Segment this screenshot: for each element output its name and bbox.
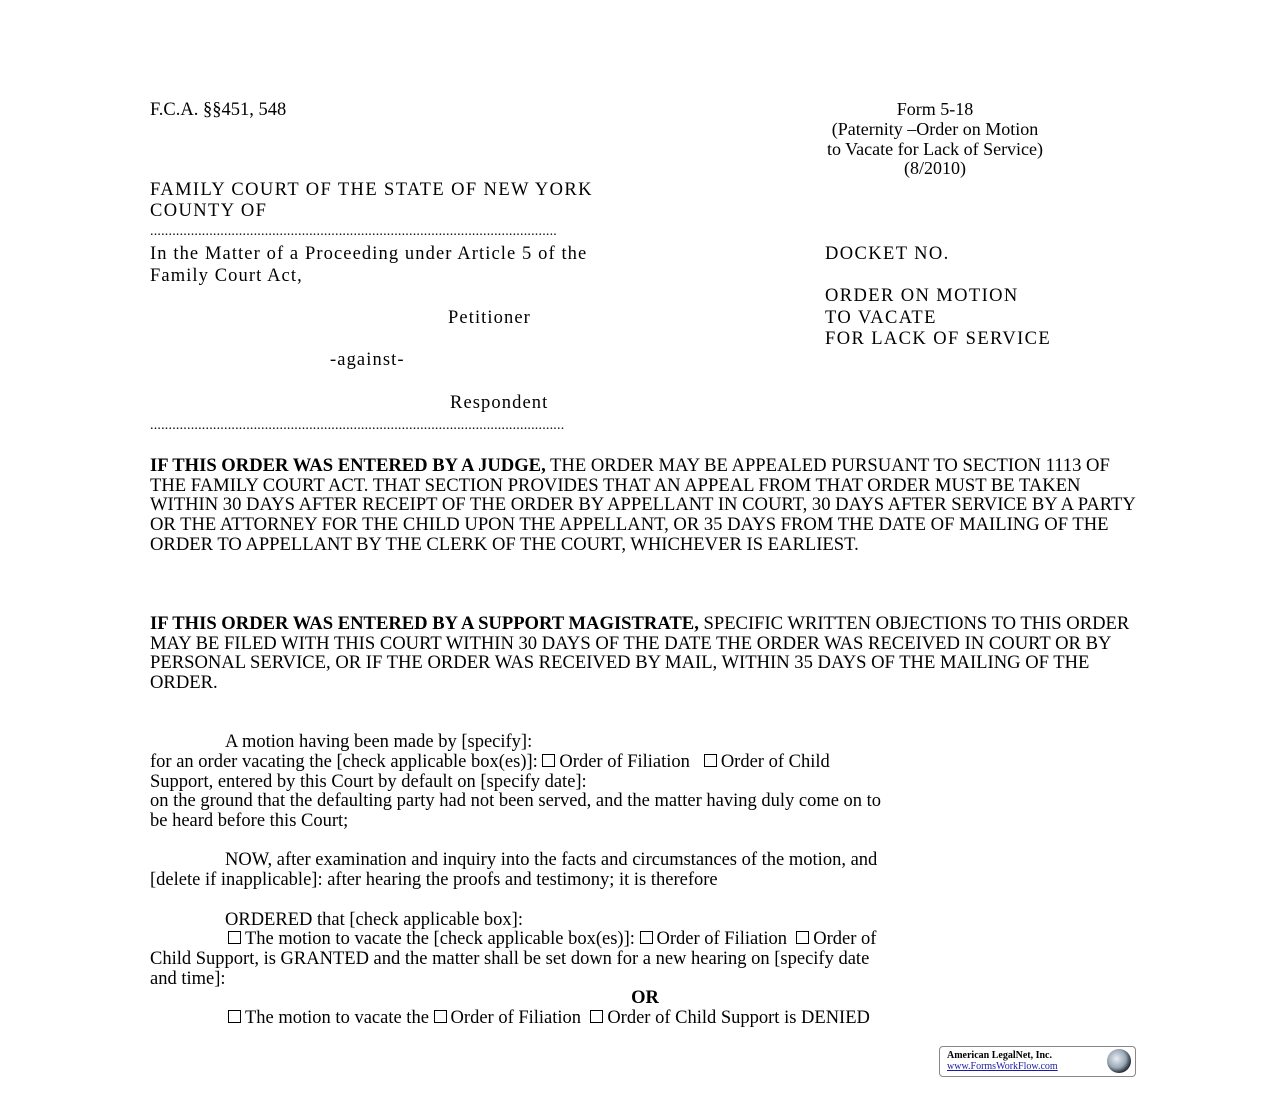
- notice-judge-text: THE ORDER MAY BE APPEALED PURSUANT TO SECTION 1113 OF THE FAMILY COURT ACT. THAT SECTION PROVIDES THAT AN APPEAL FROM THAT ORDER MUST BE TAKEN WITHIN 30 DAYS AFTER RECEIPT OF THE ORDER BY APPELLANT IN COURT, 30 DAYS AFTER SERVICE BY A PARTY OR THE ATTORNEY FOR THE CHILD UPON THE APPELLANT, OR 35 DAYS FROM THE DATE OF MAILING OF THE ORDER TO APPELLANT BY THE CLERK OF THE COURT, WHICHEVER IS EARLIEST.: [150, 455, 1136, 555]
- publisher-link[interactable]: www.FormsWorkFlow.com: [947, 1061, 1058, 1072]
- form-id-line: to Vacate for Lack of Service): [826, 138, 1044, 159]
- caption-divider-bottom: ................................................................................................................: [150, 418, 565, 433]
- denied-child-support-label: Order of Child Support is DENIED: [607, 1008, 870, 1028]
- against-label: -against-: [330, 350, 405, 370]
- publisher-badge[interactable]: [939, 1046, 1136, 1077]
- motion-line-2: [150, 752, 830, 772]
- option-label-filiation: Order of Filiation: [559, 752, 690, 772]
- form-id-line: Form 5-18: [896, 99, 974, 119]
- notice-magistrate-text: SPECIFIC WRITTEN OBJECTIONS TO THIS ORDER MAY BE FILED WITH THIS COURT WITHIN 30 DAYS OF THE DATE THE ORDER WAS RECEIVED IN COURT OR BY PERSONAL SERVICE, OR IF THE ORDER WAS RECEIVED BY MAIL, WITHIN 35 DAYS OF THE MAILING OF THE ORDER.: [150, 613, 1130, 694]
- checkbox-granted-filiation[interactable]: [640, 931, 653, 944]
- respondent-label: Respondent: [450, 393, 549, 413]
- motion-line-5: be heard before this Court;: [150, 811, 349, 831]
- or-separator: OR: [631, 988, 659, 1008]
- checkbox-granted-child-support[interactable]: [796, 931, 809, 944]
- checkbox-denied-filiation[interactable]: [434, 1010, 447, 1023]
- order-title-line-2: TO VACATE: [825, 308, 937, 328]
- checkbox-order-of-child-support[interactable]: [704, 754, 717, 767]
- motion-line-4: on the ground that the defaulting party had not been served, and the matter having duly come on to: [150, 791, 882, 811]
- granted-line-1: [228, 929, 876, 949]
- granted-text: The motion to vacate the [check applicable box(es)]:: [245, 929, 640, 949]
- ordered-intro: ORDERED that [check applicable box]:: [225, 910, 523, 930]
- motion-line-2-text: for an order vacating the [check applicable box(es)]:: [150, 752, 543, 772]
- county-label: COUNTY OF: [150, 201, 268, 221]
- option-label-child-support: Order of Child: [720, 752, 830, 772]
- notice-judge-heading: IF THIS ORDER WAS ENTERED BY A JUDGE,: [150, 455, 546, 476]
- docket-number-label: DOCKET NO.: [825, 244, 950, 264]
- form-identifier: [770, 100, 1100, 179]
- court-name: FAMILY COURT OF THE STATE OF NEW YORK: [150, 180, 593, 200]
- motion-line-3: Support, entered by this Court by default on [specify date]:: [150, 772, 587, 792]
- checkbox-granted[interactable]: [228, 931, 241, 944]
- motion-line-1: A motion having been made by [specify]:: [225, 732, 533, 752]
- now-line-1: NOW, after examination and inquiry into the facts and circumstances of the motion, and: [225, 850, 878, 870]
- publisher-name: American LegalNet, Inc.: [947, 1050, 1052, 1061]
- statute-citation: F.C.A. §§451, 548: [150, 100, 287, 120]
- form-id-line: (8/2010): [904, 158, 966, 179]
- order-title-line-3: FOR LACK OF SERVICE: [825, 329, 1052, 349]
- denied-filiation-label: Order of Filiation: [450, 1008, 582, 1028]
- checkbox-denied-child-support[interactable]: [590, 1010, 603, 1023]
- matter-line-2: Family Court Act,: [150, 266, 303, 286]
- granted-filiation-label: Order of Filiation: [656, 929, 788, 949]
- form-id-line: (Paternity –Order on Motion: [831, 118, 1039, 139]
- denied-text: The motion to vacate the: [245, 1008, 434, 1028]
- caption-divider-top: ..............................................................................................................: [150, 224, 557, 239]
- petitioner-label: Petitioner: [448, 308, 531, 328]
- denied-line: [228, 1008, 870, 1028]
- order-title-line-1: ORDER ON MOTION: [825, 286, 1019, 306]
- checkbox-order-of-filiation[interactable]: [542, 754, 555, 767]
- appeal-notice-magistrate: [150, 614, 1145, 693]
- globe-logo-icon: [1107, 1049, 1131, 1073]
- granted-child-support-label: Order of: [813, 929, 877, 949]
- appeal-notice-judge: [150, 456, 1145, 555]
- granted-line-3: and time]:: [150, 969, 226, 989]
- checkbox-denied[interactable]: [228, 1010, 241, 1023]
- matter-line-1: In the Matter of a Proceeding under Article 5 of the: [150, 244, 588, 264]
- granted-line-2: Child Support, is GRANTED and the matter shall be set down for a new hearing on [specify date: [150, 949, 870, 969]
- now-line-2: [delete if inapplicable]: after hearing the proofs and testimony; it is therefore: [150, 870, 718, 890]
- notice-magistrate-heading: IF THIS ORDER WAS ENTERED BY A SUPPORT MAGISTRATE,: [150, 613, 699, 634]
